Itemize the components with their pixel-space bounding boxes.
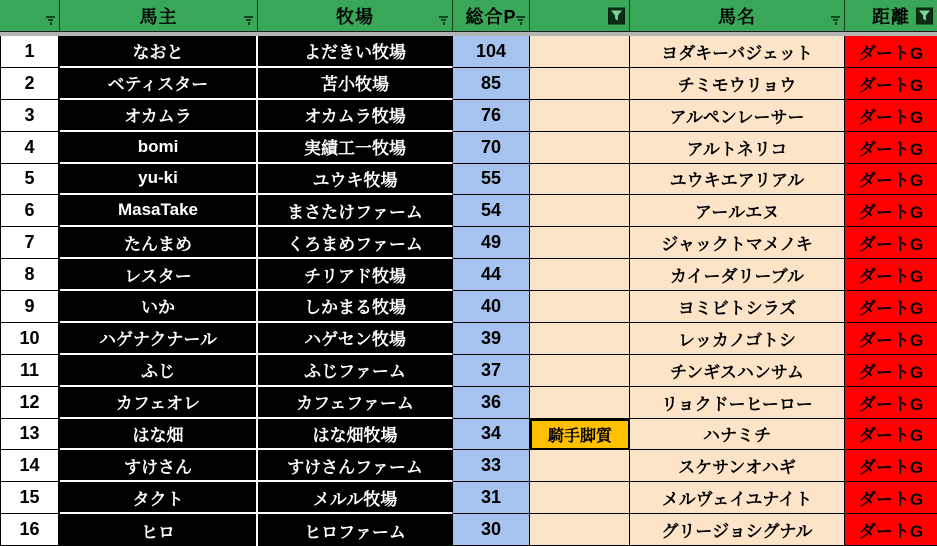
cell-points[interactable]: 104 [453, 36, 530, 68]
table-row [0, 355, 937, 387]
table-row [0, 291, 937, 323]
table-row [0, 132, 937, 164]
cell-points[interactable]: 54 [453, 195, 530, 227]
cell-note[interactable] [530, 387, 630, 419]
cell-row-number[interactable]: 3 [0, 100, 60, 132]
cell-horse-name[interactable]: アルペンレーサー [630, 100, 845, 132]
cell-row-number[interactable]: 15 [0, 482, 60, 514]
filter-dropdown-icon[interactable] [244, 16, 253, 25]
cell-row-number[interactable]: 5 [0, 164, 60, 196]
table-row [0, 387, 937, 419]
cell-row-number[interactable]: 8 [0, 259, 60, 291]
cell-points[interactable]: 37 [453, 355, 530, 387]
cell-horse-name[interactable]: レッカノゴトシ [630, 323, 845, 355]
cell-horse-name[interactable]: カイーダリーブル [630, 259, 845, 291]
cell-note[interactable] [530, 195, 630, 227]
cell-note[interactable] [530, 291, 630, 323]
cell-owner[interactable]: タクト [60, 482, 258, 514]
cell-farm[interactable]: くろまめファーム [258, 227, 453, 259]
cell-distance[interactable]: ダートG [845, 259, 937, 291]
cell-distance[interactable]: ダートG [845, 355, 937, 387]
cell-horse-name[interactable]: ユウキエアリアル [630, 164, 845, 196]
cell-horse-name[interactable]: ヨダキーバジェット [630, 36, 845, 68]
cell-points[interactable]: 49 [453, 227, 530, 259]
column-header-distance[interactable] [845, 0, 937, 31]
cell-distance[interactable]: ダートG [845, 450, 937, 482]
cell-owner[interactable]: ふじ [60, 355, 258, 387]
cell-row-number[interactable]: 7 [0, 227, 60, 259]
cell-owner[interactable]: すけさん [60, 450, 258, 482]
filter-dropdown-icon[interactable] [46, 16, 55, 25]
cell-owner[interactable]: たんまめ [60, 227, 258, 259]
cell-note[interactable] [530, 323, 630, 355]
active-filter-funnel-icon[interactable] [916, 7, 933, 24]
table-row [0, 323, 937, 355]
cell-farm[interactable]: ふじファーム [258, 355, 453, 387]
cell-row-number[interactable]: 6 [0, 195, 60, 227]
cell-owner[interactable]: オカムラ [60, 100, 258, 132]
column-header-label: 総合P [465, 6, 517, 27]
table-row [0, 514, 937, 546]
cell-farm[interactable]: まさたけファーム [258, 195, 453, 227]
table-row [0, 164, 937, 196]
column-header-label: 馬名 [718, 6, 756, 27]
cell-points[interactable]: 76 [453, 100, 530, 132]
cell-horse-name[interactable]: ジャックトマメノキ [630, 227, 845, 259]
cell-points[interactable]: 34 [453, 419, 530, 451]
cell-farm[interactable]: しかまる牧場 [258, 291, 453, 323]
table-row [0, 100, 937, 132]
cell-points[interactable]: 85 [453, 68, 530, 100]
cell-horse-name[interactable]: グリージョシグナル [630, 514, 845, 546]
cell-farm[interactable]: ハゲセン牧場 [258, 323, 453, 355]
cell-distance[interactable]: ダートG [845, 387, 937, 419]
column-header-label: 牧場 [336, 6, 374, 27]
cell-owner[interactable]: カフェオレ [60, 387, 258, 419]
cell-horse-name[interactable]: スケサンオハギ [630, 450, 845, 482]
cell-distance[interactable]: ダートG [845, 36, 937, 68]
cell-points[interactable]: 55 [453, 164, 530, 196]
column-header-label: 馬主 [139, 6, 178, 27]
cell-farm[interactable]: 苫小牧場 [258, 68, 453, 100]
cell-distance[interactable]: ダートG [845, 323, 937, 355]
table-row [0, 259, 937, 291]
cell-note[interactable] [530, 132, 630, 164]
cell-row-number[interactable]: 12 [0, 387, 60, 419]
table-body [0, 36, 937, 546]
cell-note[interactable] [530, 450, 630, 482]
cell-points[interactable]: 31 [453, 482, 530, 514]
cell-owner[interactable]: はな畑 [60, 419, 258, 451]
column-header-owner[interactable] [60, 0, 258, 31]
cell-owner[interactable]: ヒロ [60, 514, 258, 546]
cell-row-number[interactable]: 4 [0, 132, 60, 164]
cell-note[interactable] [530, 227, 630, 259]
cell-distance[interactable]: ダートG [845, 514, 937, 546]
cell-note[interactable]: 騎手脚質 [530, 419, 630, 451]
cell-owner[interactable]: bomi [60, 132, 258, 164]
cell-farm[interactable]: はな畑牧場 [258, 419, 453, 451]
cell-points[interactable]: 40 [453, 291, 530, 323]
cell-distance[interactable]: ダートG [845, 132, 937, 164]
cell-farm[interactable]: チリアド牧場 [258, 259, 453, 291]
cell-row-number[interactable]: 14 [0, 450, 60, 482]
cell-distance[interactable]: ダートG [845, 227, 937, 259]
cell-distance[interactable]: ダートG [845, 419, 937, 451]
filter-dropdown-icon[interactable] [516, 16, 525, 25]
active-filter-funnel-icon[interactable] [608, 7, 625, 24]
cell-owner[interactable]: いか [60, 291, 258, 323]
column-header-points[interactable] [453, 0, 530, 31]
cell-row-number[interactable]: 1 [0, 36, 60, 68]
column-header-rank[interactable] [0, 0, 60, 31]
cell-owner[interactable]: yu-ki [60, 164, 258, 196]
cell-points[interactable]: 33 [453, 450, 530, 482]
cell-farm[interactable]: よだきい牧場 [258, 36, 453, 68]
cell-farm[interactable]: ユウキ牧場 [258, 164, 453, 196]
cell-points[interactable]: 70 [453, 132, 530, 164]
cell-row-number[interactable]: 9 [0, 291, 60, 323]
filter-dropdown-icon[interactable] [439, 16, 448, 25]
column-header-note[interactable] [530, 0, 630, 31]
cell-farm[interactable]: オカムラ牧場 [258, 100, 453, 132]
cell-farm[interactable]: メルル牧場 [258, 482, 453, 514]
cell-note[interactable] [530, 482, 630, 514]
cell-farm[interactable]: カフェファーム [258, 387, 453, 419]
cell-points[interactable]: 44 [453, 259, 530, 291]
column-header-horse[interactable] [630, 0, 845, 31]
cell-row-number[interactable]: 16 [0, 514, 60, 546]
cell-horse-name[interactable]: チンギスハンサム [630, 355, 845, 387]
cell-distance[interactable]: ダートG [845, 482, 937, 514]
column-header-farm[interactable] [258, 0, 453, 31]
cell-horse-name[interactable]: メルヴェイユナイト [630, 482, 845, 514]
cell-owner[interactable]: レスター [60, 259, 258, 291]
cell-note[interactable] [530, 68, 630, 100]
table-row [0, 227, 937, 259]
cell-farm[interactable]: ヒロファーム [258, 514, 453, 546]
cell-farm[interactable]: すけさんファーム [258, 450, 453, 482]
table-row [0, 482, 937, 514]
cell-distance[interactable]: ダートG [845, 164, 937, 196]
cell-distance[interactable]: ダートG [845, 100, 937, 132]
cell-horse-name[interactable]: ヨミビトシラズ [630, 291, 845, 323]
cell-note[interactable] [530, 355, 630, 387]
filter-header-row [0, 0, 937, 31]
cell-note[interactable] [530, 514, 630, 546]
filter-dropdown-icon[interactable] [831, 16, 840, 25]
cell-row-number[interactable]: 11 [0, 355, 60, 387]
table-row [0, 450, 937, 482]
cell-distance[interactable]: ダートG [845, 195, 937, 227]
cell-horse-name[interactable]: ハナミチ [630, 419, 845, 451]
cell-note[interactable] [530, 100, 630, 132]
cell-note[interactable] [530, 164, 630, 196]
cell-owner[interactable]: MasaTake [60, 195, 258, 227]
cell-farm[interactable]: 実績工一牧場 [258, 132, 453, 164]
cell-owner[interactable]: ベティスター [60, 68, 258, 100]
cell-row-number[interactable]: 2 [0, 68, 60, 100]
cell-row-number[interactable]: 13 [0, 419, 60, 451]
cell-note[interactable] [530, 259, 630, 291]
cell-row-number[interactable]: 10 [0, 323, 60, 355]
cell-horse-name[interactable]: リョクドーヒーロー [630, 387, 845, 419]
column-header-label: 距離 [872, 6, 910, 27]
cell-points[interactable]: 36 [453, 387, 530, 419]
cell-distance[interactable]: ダートG [845, 68, 937, 100]
cell-horse-name[interactable]: アールエヌ [630, 195, 845, 227]
table-row [0, 195, 937, 227]
cell-owner[interactable]: なおと [60, 36, 258, 68]
cell-points[interactable]: 39 [453, 323, 530, 355]
cell-distance[interactable]: ダートG [845, 291, 937, 323]
cell-note[interactable] [530, 36, 630, 68]
table-row [0, 419, 937, 451]
cell-points[interactable]: 30 [453, 514, 530, 546]
table-row [0, 36, 937, 68]
table-row [0, 68, 937, 100]
cell-owner[interactable]: ハゲナクナール [60, 323, 258, 355]
cell-horse-name[interactable]: アルトネリコ [630, 132, 845, 164]
cell-horse-name[interactable]: チミモウリョウ [630, 68, 845, 100]
